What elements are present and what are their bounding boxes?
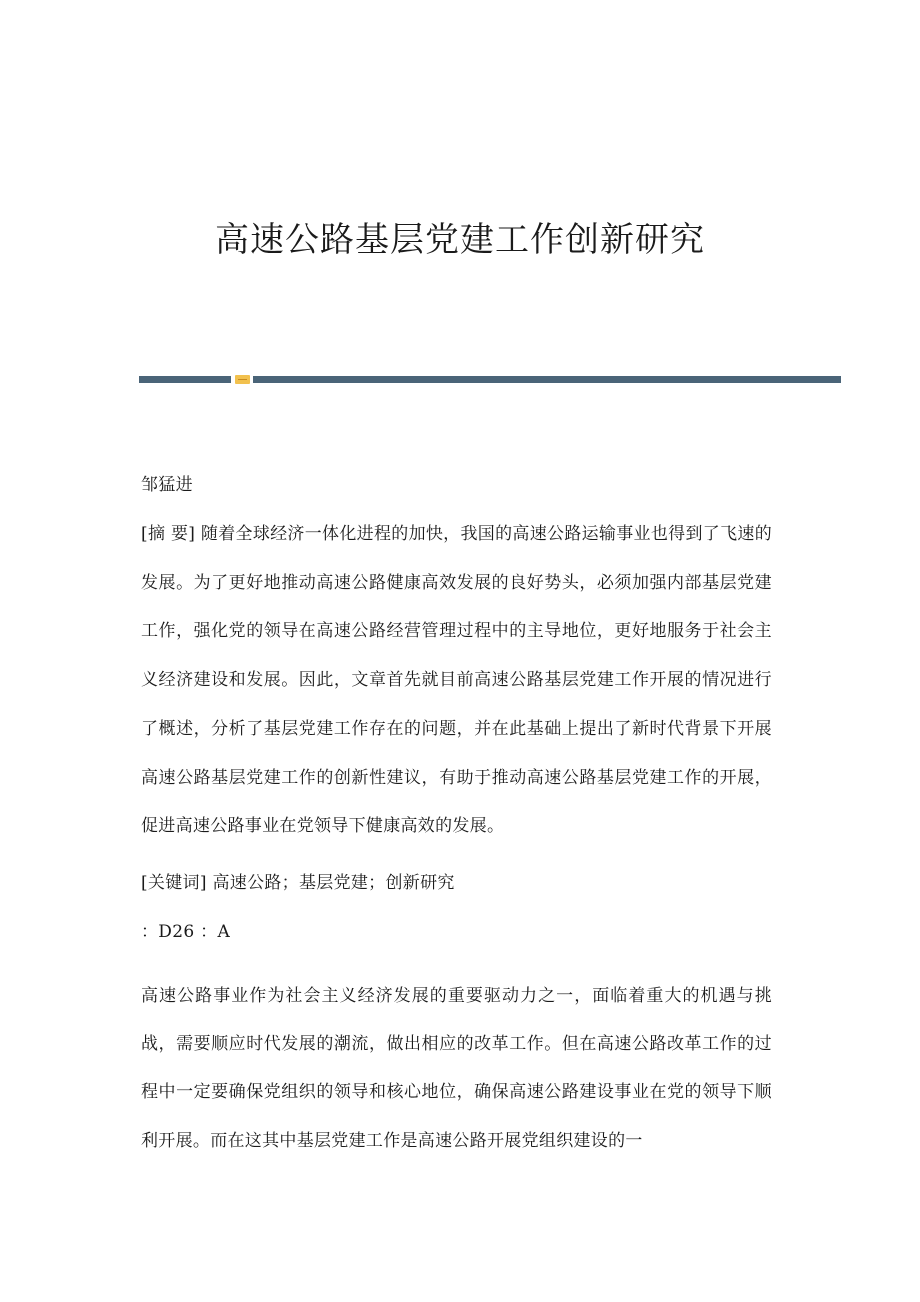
divider-ornament-icon (235, 375, 250, 384)
body-paragraph: 高速公路事业作为社会主义经济发展的重要驱动力之一，面临着重大的机遇与挑战，需要顺应时代发展的潮流，做出相应的改革工作。但在高速公路改革工作的过程中一定要确保党组织的领导和核心地位，确保高速公路建设事业在党的领导下顺利开展。而在这其中基层党建工作是高速公路开展党组织建设的一 (141, 986, 772, 1151)
document-title: 高速公路基层党建工作创新研究 (215, 220, 705, 260)
abstract-paragraph: [摘 要] 随着全球经济一体化进程的加快，我国的高速公路运输事业也得到了飞速的发展。为了更好地推动高速公路健康高效发展的良好势头，必须加强内部基层党建工作，强化党的领导在高速公路经营管理过程中的主导地位，更好地服务于社会主义经济建设和发展。因此，文章首先就目前高速公路基层党建工作开展的情况进行了概述，分析了基层党建工作存在的问题，并在此基础上提出了新时代背景下开展高速公路基层党建工作的创新性建议，有助于推动高速公路基层党建工作的开展，促进高速公路事业在党领导下健康高效的发展。 (141, 524, 772, 837)
title-divider (139, 375, 841, 384)
keywords-line: [关键词] 高速公路；基层党建；创新研究 (141, 873, 455, 893)
divider-bar-right (253, 376, 841, 383)
author-name: 邹猛进 (141, 475, 193, 495)
classification-line: ：D26 ：A (141, 922, 231, 942)
divider-bar-left (139, 376, 231, 383)
